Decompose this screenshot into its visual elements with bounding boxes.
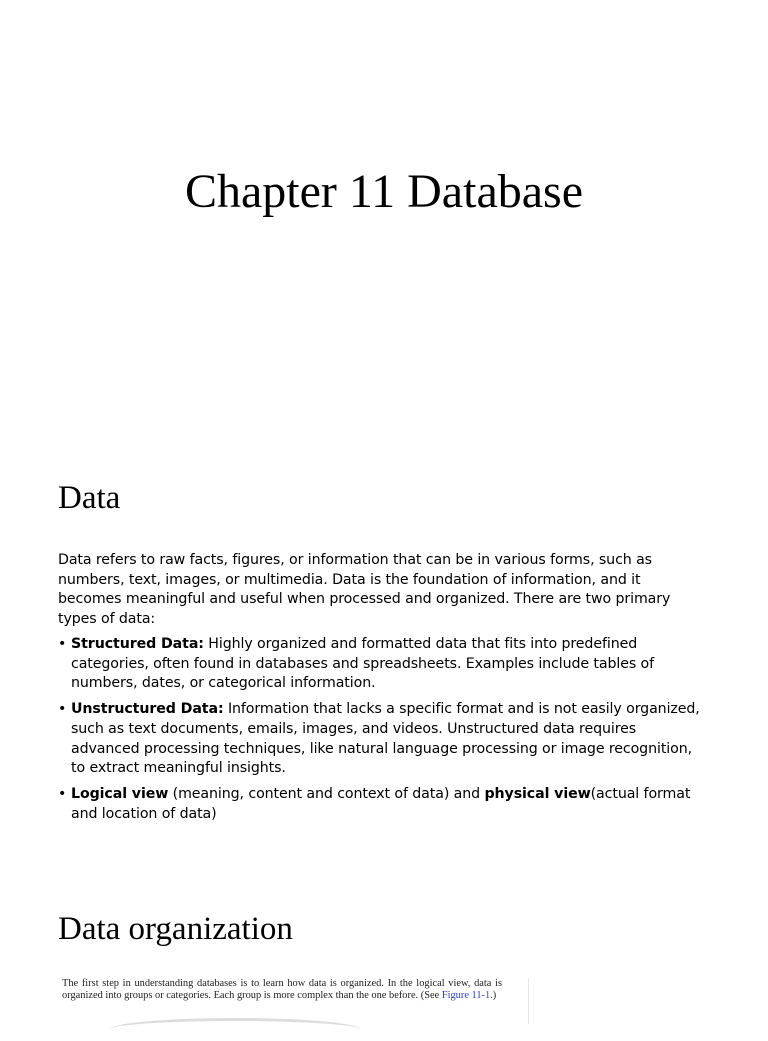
data-intro-paragraph: Data refers to raw facts, figures, or information that can be in various forms, such as numbers, text, images, or multimedia. Data is the foundation of information, and it becomes meaningful and useful when processed and organized. There are two primary types of data:	[58, 552, 671, 628]
slide-data-organization	[0, 900, 768, 1024]
figure-reference-link: Figure 11-1.	[441, 990, 493, 1001]
bullet-icon: •	[58, 636, 67, 652]
excerpt-close: )	[492, 990, 497, 1001]
term-unstructured-data: Unstructured Data:	[71, 701, 224, 718]
figure-arc-decoration	[110, 1018, 360, 1041]
term-structured-data: Structured Data:	[71, 636, 204, 652]
slide-data	[0, 430, 768, 900]
data-organization-heading: Data organization	[58, 911, 293, 947]
list-item-structured-data	[58, 635, 708, 694]
bullet-icon: •	[58, 785, 67, 802]
list-item-unstructured-data	[58, 700, 708, 779]
presentation-title: Chapter 11 Database	[184, 165, 584, 218]
term-logical-view: Logical view	[71, 785, 169, 802]
excerpt-paragraph	[62, 978, 502, 1002]
list-item-views	[58, 785, 708, 824]
data-types-list	[58, 635, 708, 830]
data-heading: Data	[58, 480, 121, 516]
slide-title	[0, 0, 768, 430]
term-physical-view: physical view	[484, 785, 591, 802]
desc-physical-view: (actual format and location of data)	[71, 785, 691, 822]
desc-unstructured-data: Information that lacks a specific format and is not easily organized, such as text documents, emails, images, and videos. Unstructured data requires advanced processing techniques, like natural language processing or image recognition, to extract meaningful insights.	[71, 701, 700, 777]
desc-logical-view: (meaning, content and context of data) and	[168, 785, 485, 802]
excerpt-text: The first step in understanding databases is to learn how data is organized. In the logical view, data is organized into groups or categories. Each group is more complex than the one before. (See	[62, 978, 502, 1001]
desc-structured-data: Highly organized and formatted data that fits into predefined categories, often found in databases and spreadsheets. Examples include tables of numbers, dates, or categorical information.	[71, 636, 655, 692]
bullet-icon: •	[58, 701, 67, 718]
embedded-textbook-excerpt	[62, 978, 529, 1024]
